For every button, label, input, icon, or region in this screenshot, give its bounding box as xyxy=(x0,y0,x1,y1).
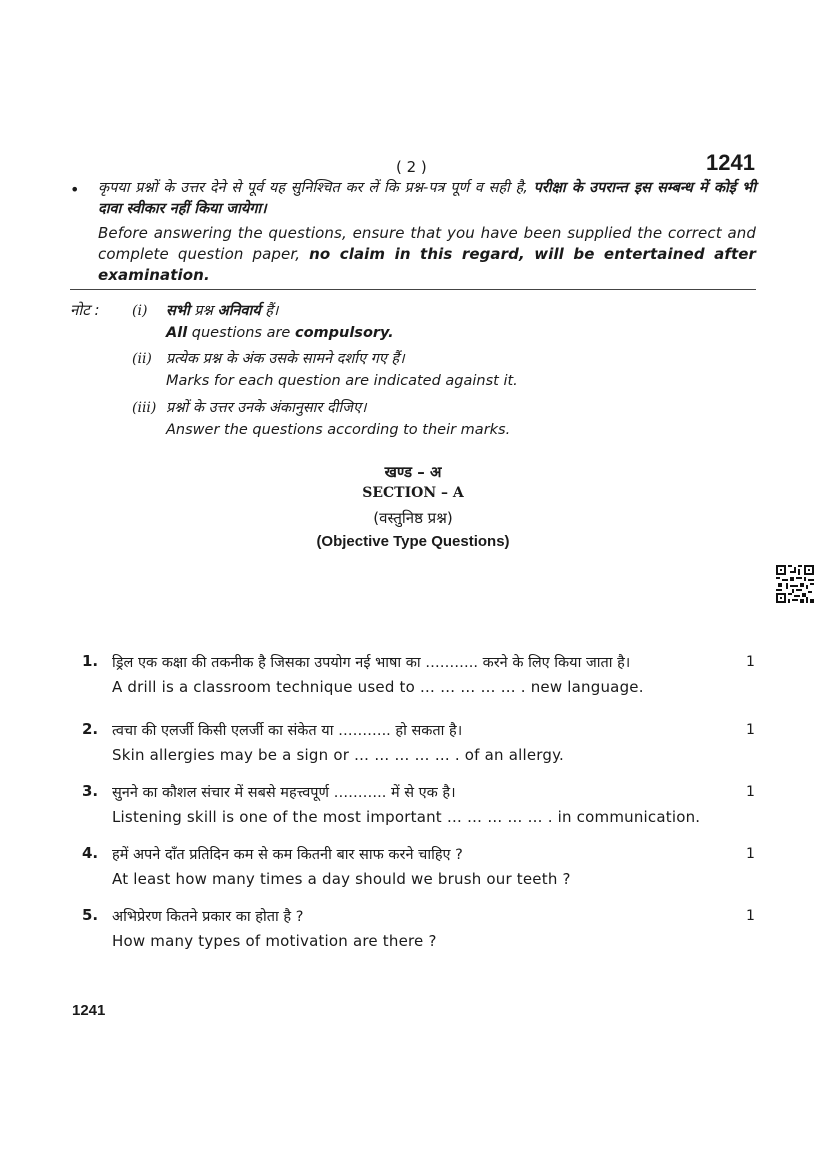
note-1-english-bold2: compulsory. xyxy=(294,325,394,341)
note-3-english: Answer the questions according to their marks. xyxy=(166,422,511,438)
question-english: How many types of motivation are there ? xyxy=(112,932,437,950)
note-3-hindi: प्रश्नों के उत्तर उनके अंकानुसार दीजिए। xyxy=(166,400,367,416)
note-1-english xyxy=(166,325,394,341)
question-marks: 1 xyxy=(746,908,755,924)
paper-code-header: 1241 xyxy=(706,150,755,175)
question-number: 4. xyxy=(82,844,99,862)
section-title-hindi: खण्ड – अ xyxy=(384,463,442,481)
instruction-hindi-bold: परीक्षा के उपरान्त इस सम्बन्ध में कोई भी दावा स्वीकार नहीं किया जायेगा। xyxy=(98,180,756,217)
question-number: 2. xyxy=(82,720,99,738)
instruction-english xyxy=(98,223,756,286)
question-english: Skin allergies may be a sign or … … … … … . of an allergy. xyxy=(112,746,564,764)
question-hindi: त्वचा की एलर्जी किसी एलर्जी का संकेत या ……….. हो सकता है। xyxy=(112,723,463,739)
note-1-hindi xyxy=(166,300,278,320)
section-subtitle: (Objective Type Questions) xyxy=(316,533,510,550)
note-1-hindi-bold2: अनिवार्य xyxy=(217,303,261,319)
note-roman-3: (iii) xyxy=(132,400,157,416)
instruction-hindi-text: कृपया प्रश्नों के उत्तर देने से पूर्व यह सुनिश्चित कर लें कि प्रश्न-पत्र पूर्ण व सही है, xyxy=(98,180,534,196)
paper-code-footer: 1241 xyxy=(72,1002,106,1019)
qr-code-icon xyxy=(776,565,814,603)
question-number: 1. xyxy=(82,652,99,670)
page-number: ( 2 ) xyxy=(396,158,427,176)
general-instruction xyxy=(70,178,756,286)
question-marks: 1 xyxy=(746,722,755,738)
question-english: A drill is a classroom technique used to … … … … … . new language. xyxy=(112,678,644,696)
bullet-icon: • xyxy=(70,180,80,199)
question-marks: 1 xyxy=(746,846,755,862)
question-hindi: हमें अपने दाँत प्रतिदिन कम से कम कितनी बार साफ करने चाहिए ? xyxy=(112,847,463,863)
question-marks: 1 xyxy=(746,654,755,670)
note-1-english-mid: questions are xyxy=(187,325,295,341)
question-marks: 1 xyxy=(746,784,755,800)
note-label: नोट : xyxy=(70,301,100,319)
note-2-english: Marks for each question are indicated against it. xyxy=(166,373,518,389)
question-english: Listening skill is one of the most important … … … … … . in communication. xyxy=(112,808,701,826)
instruction-hindi xyxy=(98,178,756,220)
question-hindi: सुनने का कौशल संचार में सबसे महत्त्वपूर्ण ……….. में से एक है। xyxy=(112,785,456,801)
question-hindi: ड्रिल एक कक्षा की तकनीक है जिसका उपयोग नई भाषा का ……….. करने के लिए किया जाता है। xyxy=(112,655,631,671)
note-roman-2: (ii) xyxy=(132,351,152,367)
question-hindi: अभिप्रेरण कितने प्रकार का होता है ? xyxy=(112,909,304,925)
question-number: 3. xyxy=(82,782,99,800)
instruction-english-text: Before answering the questions, ensure that you have been supplied the correct and complete question paper, xyxy=(98,224,756,263)
note-1-english-bold: All xyxy=(166,325,188,341)
section-title: SECTION – A xyxy=(362,485,464,501)
note-1-hindi-bold: सभी xyxy=(166,303,190,319)
note-roman-1: (i) xyxy=(132,303,148,319)
question-english: At least how many times a day should we brush our teeth ? xyxy=(112,870,571,888)
divider xyxy=(70,289,756,290)
instruction-english-bold: no claim in this regard, will be entertained after examination. xyxy=(98,245,756,284)
question-number: 5. xyxy=(82,906,99,924)
note-1-hindi-rest: प्रश्न xyxy=(189,303,218,319)
note-2-hindi: प्रत्येक प्रश्न के अंक उसके सामने दर्शाए गए हैं। xyxy=(166,351,405,367)
section-subtitle-hindi: (वस्तुनिष्ठ प्रश्न) xyxy=(373,509,453,527)
note-1-hindi-end: हैं। xyxy=(260,303,279,319)
